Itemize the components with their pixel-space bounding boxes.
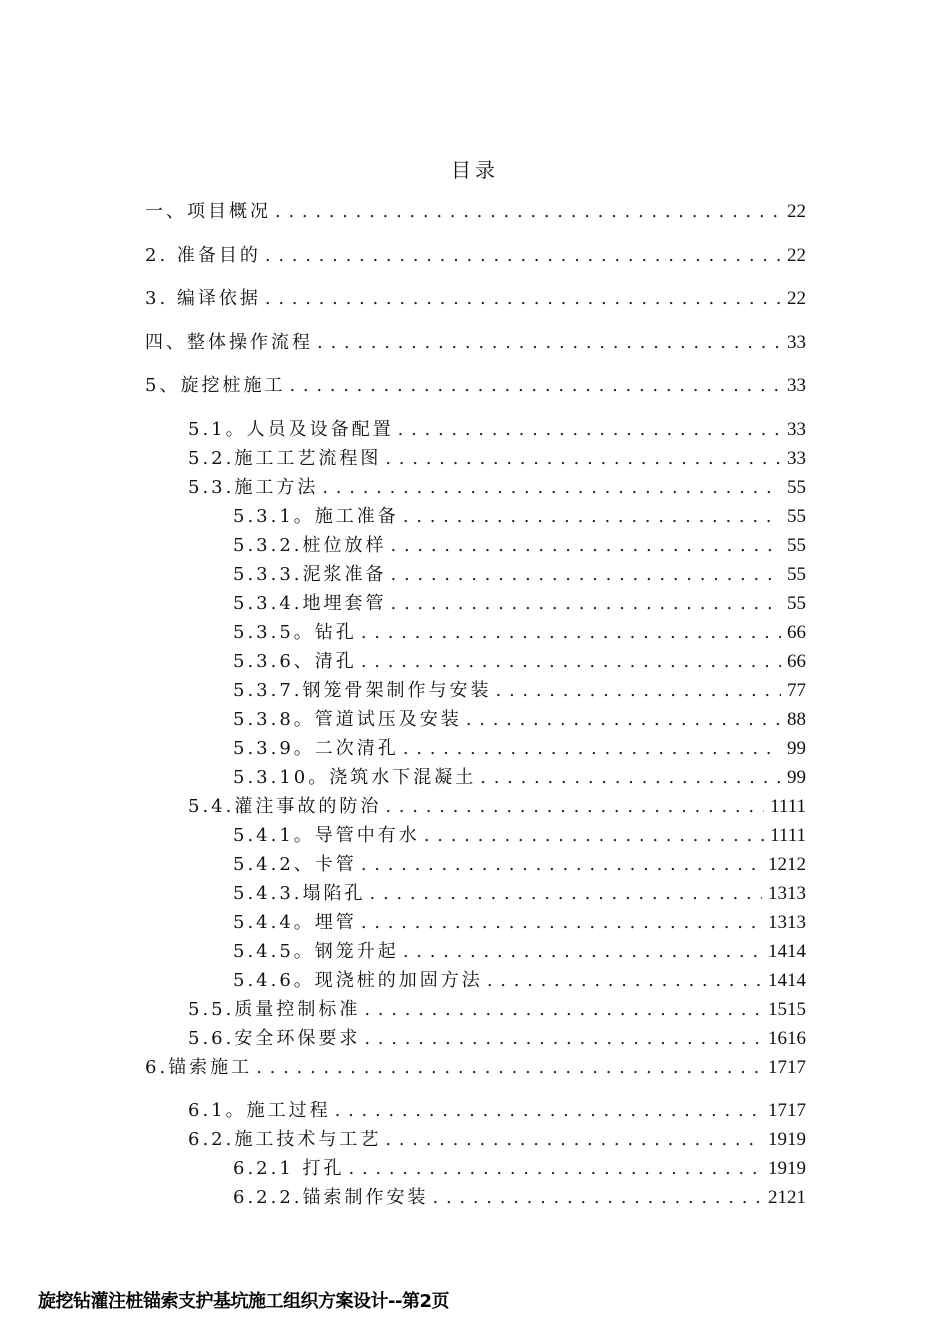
- toc-entry-label: 四、整体操作流程: [145, 332, 313, 353]
- toc-dot-leader: [391, 562, 781, 588]
- toc-entry-label: 5.4.灌注事故的防治: [188, 796, 382, 817]
- toc-entry-page-number: 1919: [768, 1158, 806, 1179]
- toc-entry-page-number: 55: [787, 477, 806, 498]
- toc-dot-leader: [349, 1156, 762, 1182]
- toc-entry[interactable]: [188, 794, 806, 820]
- toc-entry[interactable]: [233, 591, 806, 617]
- toc-entry-label: 5.4.6。现浇桩的加固方法: [233, 970, 483, 991]
- toc-entry[interactable]: [233, 736, 806, 762]
- toc-entry[interactable]: [233, 678, 806, 704]
- toc-entry-page-number: 55: [787, 535, 806, 556]
- toc-dot-leader: [480, 765, 781, 791]
- toc-entry-label: 一、项目概况: [145, 201, 271, 222]
- toc-dot-leader: [496, 678, 781, 704]
- toc-entry[interactable]: [233, 707, 806, 733]
- toc-entry-page-number: 66: [787, 622, 806, 643]
- toc-entry-page-number: 1313: [768, 912, 806, 933]
- toc-entry-label: 5.3.施工方法: [188, 477, 319, 498]
- toc-dot-leader: [364, 1026, 762, 1052]
- toc-entry-label: 5.2.施工工艺流程图: [188, 448, 382, 469]
- page-footer: 旋挖钻灌注桩锚索支护基坑施工组织方案设计--第2页: [38, 1291, 449, 1312]
- toc-dot-leader: [322, 475, 781, 501]
- toc-entry-page-number: 55: [787, 506, 806, 527]
- toc-dot-leader: [391, 533, 781, 559]
- toc-entry-page-number: 2121: [768, 1187, 806, 1208]
- toc-entry[interactable]: [188, 446, 806, 472]
- toc-entry-page-number: 1111: [770, 796, 806, 817]
- toc-entry-label: 3. 编译依据: [145, 288, 261, 309]
- toc-entry-page-number: 77: [787, 680, 806, 701]
- toc-entry-page-number: 1919: [768, 1129, 806, 1150]
- toc-entry-label: 6.2.施工技术与工艺: [188, 1129, 382, 1150]
- toc-entry-label: 5.1。人员及设备配置: [188, 419, 394, 440]
- toc-entry-label: 5.3.4.地埋套管: [233, 593, 387, 614]
- toc-entry-page-number: 33: [787, 375, 806, 396]
- toc-dot-leader: [256, 1055, 762, 1081]
- toc-entry-label: 6.1。施工过程: [188, 1100, 331, 1121]
- toc-entry[interactable]: [233, 620, 806, 646]
- toc-entry[interactable]: [188, 475, 806, 501]
- toc-entry-page-number: 55: [787, 564, 806, 585]
- toc-entry[interactable]: [233, 1185, 806, 1211]
- toc-entry[interactable]: [188, 1127, 806, 1153]
- toc-entry-label: 6.锚索施工: [145, 1057, 253, 1078]
- toc-dot-leader: [275, 199, 781, 225]
- toc-entry-label: 5.4.2、卡管: [233, 854, 357, 875]
- toc-entry-label: 5.3.2.桩位放样: [233, 535, 387, 556]
- toc-dot-leader: [403, 939, 762, 965]
- toc-entry[interactable]: [145, 286, 806, 312]
- toc-entry-label: 5.3.5。钻孔: [233, 622, 357, 643]
- toc-entry-page-number: 1111: [770, 825, 806, 846]
- toc-dot-leader: [398, 417, 781, 443]
- toc-entry[interactable]: [188, 417, 806, 443]
- toc-dot-leader: [361, 620, 781, 646]
- toc-dot-leader: [385, 794, 764, 820]
- toc-dot-leader: [289, 373, 781, 399]
- toc-dot-leader: [487, 968, 762, 994]
- toc-entry-label: 5.3.8。管道试压及安装: [233, 709, 462, 730]
- toc-entry-page-number: 1616: [768, 1028, 806, 1049]
- toc-entry-page-number: 1414: [768, 970, 806, 991]
- toc-dot-leader: [364, 997, 762, 1023]
- toc-entry-label: 5.4.5。钢笼升起: [233, 941, 399, 962]
- toc-entry[interactable]: [145, 243, 806, 269]
- toc-dot-leader: [403, 504, 781, 530]
- toc-entry-label: 5.5.质量控制标准: [188, 999, 361, 1020]
- toc-entry[interactable]: [233, 910, 806, 936]
- toc-entry-label: 6.2.2.锚索制作安装: [233, 1187, 429, 1208]
- toc-entry-label: 5.3.1。施工准备: [233, 506, 399, 527]
- toc-entry-page-number: 1313: [768, 883, 806, 904]
- toc-entry-label: 5.3.6、清孔: [233, 651, 357, 672]
- toc-entry-page-number: 1717: [768, 1057, 806, 1078]
- toc-entry[interactable]: [145, 373, 806, 399]
- toc-entry-page-number: 33: [787, 332, 806, 353]
- toc-entry[interactable]: [233, 852, 806, 878]
- toc-entry-page-number: 22: [787, 245, 806, 266]
- toc-dot-leader: [370, 881, 762, 907]
- toc-entry-label: 5.4.1。导管中有水: [233, 825, 420, 846]
- toc-entry-page-number: 66: [787, 651, 806, 672]
- toc-entry[interactable]: [233, 1156, 806, 1182]
- toc-dot-leader: [361, 649, 781, 675]
- toc-dot-leader: [361, 910, 762, 936]
- toc-dot-leader: [265, 286, 781, 312]
- toc-entry-page-number: 33: [787, 448, 806, 469]
- toc-entry[interactable]: [145, 1055, 806, 1081]
- toc-entry-page-number: 99: [787, 738, 806, 759]
- toc-dot-leader: [433, 1185, 762, 1211]
- toc-entry-label: 5.3.7.钢笼骨架制作与安装: [233, 680, 492, 701]
- toc-entry-page-number: 55: [787, 593, 806, 614]
- toc-entry-label: 5.4.3.塌陷孔: [233, 883, 366, 904]
- toc-entry-label: 5、旋挖桩施工: [145, 375, 286, 396]
- toc-entry-page-number: 88: [787, 709, 806, 730]
- toc-entry-label: 5.3.10。浇筑水下混凝土: [233, 767, 477, 788]
- toc-entry-label: 6.2.1 打孔: [233, 1158, 345, 1179]
- toc-entry[interactable]: [145, 330, 806, 356]
- toc-entry-label: 5.4.4。埋管: [233, 912, 357, 933]
- toc-entry[interactable]: [233, 504, 806, 530]
- toc-entry-page-number: 1212: [768, 854, 806, 875]
- toc-entry-label: 5.6.安全环保要求: [188, 1028, 361, 1049]
- toc-entry[interactable]: [233, 765, 806, 791]
- toc-entry-label: 5.3.3.泥浆准备: [233, 564, 387, 585]
- toc-dot-leader: [385, 446, 781, 472]
- toc-dot-leader: [385, 1127, 762, 1153]
- toc-entry[interactable]: [233, 649, 806, 675]
- toc-entry-label: 2. 准备目的: [145, 245, 261, 266]
- toc-entry[interactable]: [233, 823, 806, 849]
- toc-entry-page-number: 1717: [768, 1100, 806, 1121]
- toc-dot-leader: [265, 243, 781, 269]
- toc-entry-page-number: 1515: [768, 999, 806, 1020]
- toc-entry[interactable]: [233, 533, 806, 559]
- toc-entry-page-number: 22: [787, 288, 806, 309]
- toc-entry[interactable]: [188, 1026, 806, 1052]
- toc-entry[interactable]: [233, 939, 806, 965]
- toc-entry-page-number: 22: [787, 201, 806, 222]
- toc-entry[interactable]: [233, 881, 806, 907]
- toc-dot-leader: [424, 823, 764, 849]
- toc-title: 目录: [451, 158, 499, 182]
- toc-dot-leader: [466, 707, 781, 733]
- toc-dot-leader: [335, 1098, 762, 1124]
- toc-entry[interactable]: [233, 562, 806, 588]
- toc-entry-page-number: 33: [787, 419, 806, 440]
- toc-entry-page-number: 99: [787, 767, 806, 788]
- toc-entry[interactable]: [233, 968, 806, 994]
- toc-dot-leader: [317, 330, 781, 356]
- toc-entry[interactable]: [188, 997, 806, 1023]
- toc-entry[interactable]: [145, 199, 806, 225]
- toc-entry-label: 5.3.9。二次清孔: [233, 738, 399, 759]
- toc-dot-leader: [391, 591, 781, 617]
- toc-entry-page-number: 1414: [768, 941, 806, 962]
- toc-dot-leader: [403, 736, 781, 762]
- toc-dot-leader: [361, 852, 762, 878]
- toc-entry[interactable]: [188, 1098, 806, 1124]
